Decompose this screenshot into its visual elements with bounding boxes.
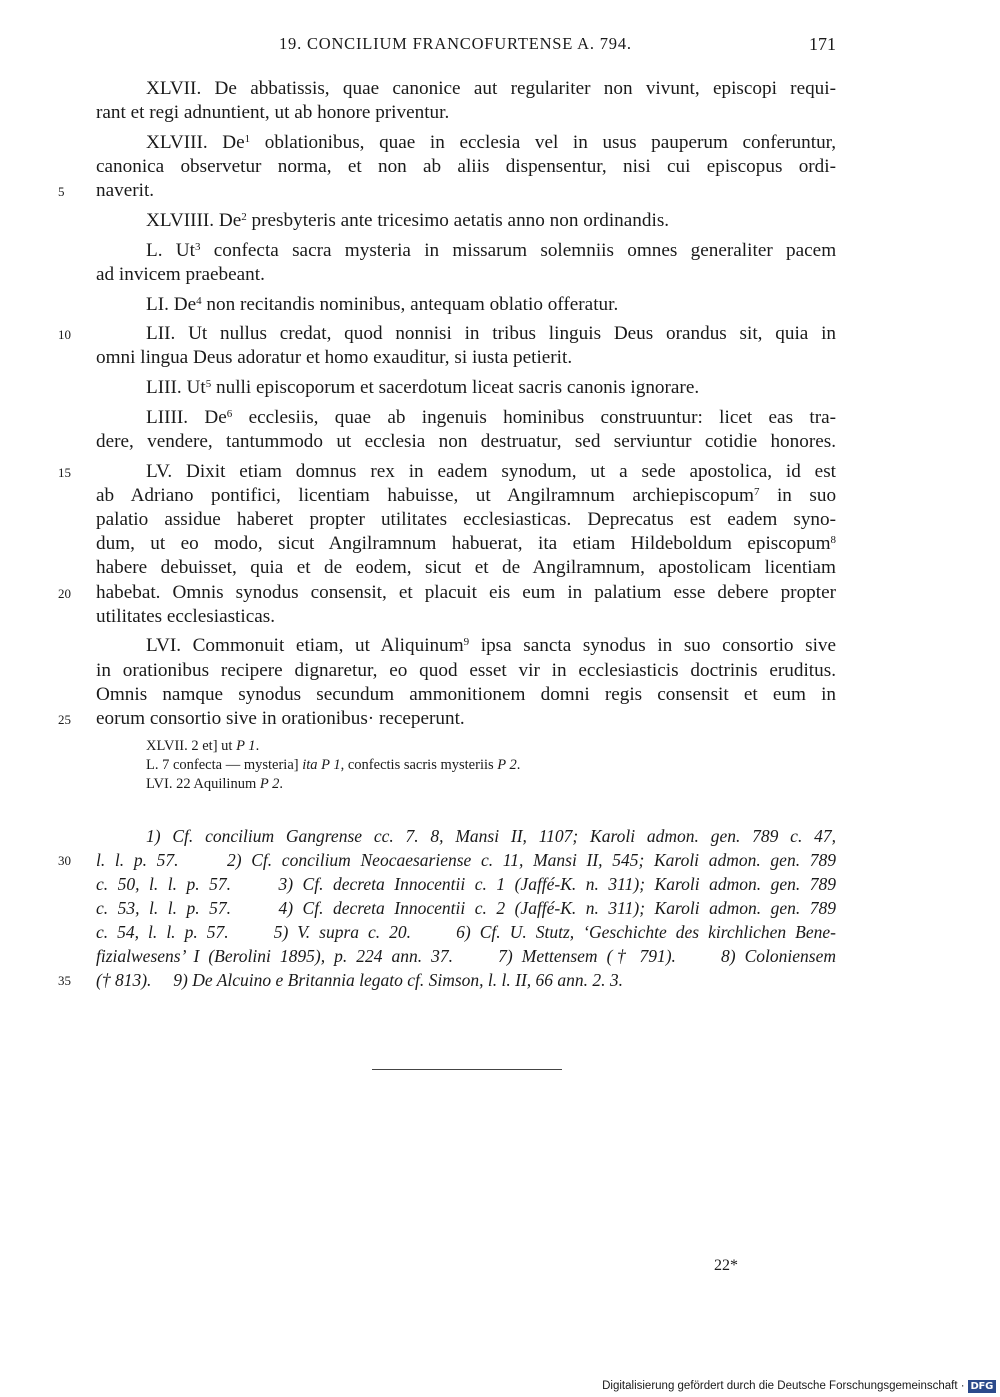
footnote-marker: 3	[195, 240, 201, 253]
footnote-line	[58, 968, 836, 992]
footnote-marker: 9	[463, 636, 470, 649]
line-text: in orationibus recipere dignaretur, eo quod esset vir in ecclesiasticis doctrinis eruditus.	[96, 659, 836, 681]
text-line	[96, 430, 836, 454]
footnote-text: c. 50, l. l. p. 57. 3) Cf. decreta Innocentii c. 1 (Jaffé-K. n. 311); Karoli admon. gen. 789	[96, 874, 836, 894]
text-line	[96, 263, 836, 287]
variant-text: L. 7 confecta — mysteria]	[146, 757, 303, 773]
text-line	[96, 484, 836, 508]
text-line	[96, 101, 836, 125]
line-number: 35	[58, 973, 71, 988]
page-number: 171	[809, 34, 836, 54]
footnotes	[58, 824, 836, 992]
line-text: LI. De$^4$ non recitandis nominibus, antequam oblatio offeratur.	[146, 293, 619, 315]
line-text: canonica observetur norma, et non ab aliis dispensentur, nisi cui episcopus ordi-	[96, 156, 836, 178]
text-line	[96, 376, 836, 400]
main-text	[58, 77, 837, 731]
footnote-line	[96, 872, 836, 896]
dfg-logo: DFG	[968, 1380, 996, 1393]
line-number: 20	[58, 585, 71, 601]
variant-line	[146, 737, 836, 756]
running-header	[96, 34, 836, 58]
footnote-text: 1) Cf. concilium Gangrense cc. 7. 8, Mansi II, 1107; Karoli admon. gen. 789 c. 47,	[146, 826, 836, 846]
line-text: ad invicem praebeant.	[96, 263, 265, 285]
signature-mark: 22*	[714, 1257, 738, 1274]
line-number: 30	[58, 853, 71, 868]
variant-line	[146, 775, 836, 794]
footnote-marker: 6	[226, 407, 233, 420]
text-line	[58, 322, 836, 346]
footnote-text: fizialwesens’ I (Berolini 1895), p. 224 ann. 37. 7) Mettensem († 791). 8) Coloniensem	[96, 946, 836, 966]
variant-readings	[146, 737, 836, 794]
text-line	[96, 346, 836, 370]
footnote-line	[58, 848, 836, 872]
line-text: LV. Dixit etiam domnus rex in eadem synodum, ut a sede apostolica, id est	[146, 460, 836, 482]
text-line	[96, 556, 836, 580]
line-text: XLVIIII. De$^2$ presbyteris ante tricesimo aetatis anno non ordinandis.	[146, 209, 670, 231]
line-text: omni lingua Deus adoratur et homo exauditur, si iusta petierit.	[96, 347, 573, 369]
text-line	[58, 460, 836, 484]
footnote-end-rule	[372, 1069, 562, 1070]
text-line	[96, 155, 836, 179]
text-line	[96, 209, 836, 233]
footnote-line	[96, 944, 836, 968]
text-line	[96, 508, 836, 532]
text-line	[96, 239, 836, 263]
line-text: dere, vendere, tantummodo ut ecclesia non destruatur, sed serviuntur cotidie honores.	[96, 430, 836, 452]
variant-text: .	[279, 776, 283, 792]
text-line	[96, 131, 836, 155]
variant-text: .	[255, 738, 260, 754]
manuscript-siglum: P 2	[259, 776, 280, 792]
line-text: LVI. Commonuit etiam, ut Aliquinum$^9$ ipsa sancta synodus in suo consortio sive	[146, 635, 837, 657]
digitization-credit	[602, 1378, 996, 1394]
line-text: dum, ut eo modo, sicut Angilramnum habuerat, ita etiam Hildeboldum episcopum$^8$	[96, 533, 837, 555]
footnote-marker: 1	[244, 132, 251, 145]
footnote-text: († 813). 9) De Alcuino e Britannia legato cf. Simson, l. l. II, 66 ann. 2. 3.	[96, 970, 624, 990]
text-line	[96, 532, 836, 556]
line-text: rant et regi adnuntient, ut ab honore priventur.	[96, 102, 450, 124]
running-title: 19. CONCILIUM FRANCOFURTENSE A. 794.	[279, 34, 632, 53]
footnote-marker: 5	[205, 378, 212, 391]
text-line	[96, 634, 836, 658]
footnote-marker: 4	[196, 294, 202, 307]
line-text: XLVIII. De$^1$ oblationibus, quae in ecclesia vel in usus pauperum conferuntur,	[146, 131, 837, 153]
footnote-marker: 2	[241, 210, 247, 223]
footnote-text: c. 53, l. l. p. 57. 4) Cf. decreta Innocentii c. 2 (Jaffé-K. n. 311); Karoli admon. gen. 789	[96, 898, 836, 918]
line-text: habebat. Omnis synodus consensit, et placuit eis eum in palatium esse debere propter	[96, 581, 836, 603]
text-line	[96, 605, 836, 629]
variant-line	[146, 756, 836, 775]
footnote-marker: 7	[753, 485, 760, 498]
text-line	[96, 406, 836, 430]
line-text: eorum consortio sive in orationibus· receperunt.	[96, 708, 465, 729]
line-number: 15	[58, 464, 71, 480]
line-text: naverit.	[96, 180, 155, 202]
text-line	[96, 77, 836, 101]
footnote-text: l. l. p. 57. 2) Cf. concilium Neocaesariense c. 11, Mansi II, 545; Karoli admon. gen. 789	[96, 850, 836, 870]
manuscript-siglum: P 2	[497, 757, 517, 773]
line-text: LII. Ut nullus credat, quod nonnisi in tribus linguis Deus orandus sit, quia in	[146, 323, 836, 345]
text-line	[58, 581, 836, 605]
footnote-marker: 8	[830, 534, 837, 547]
line-text: LIII. Ut$^5$ nulli episcoporum et sacerdotum liceat sacris canonis ignorare.	[146, 377, 700, 399]
line-text: XLVII. De abbatissis, quae canonice aut regulariter non vivunt, episcopi requi-	[146, 78, 836, 99]
line-text: ab Adriano pontifici, licentiam habuisse, ut Angilramnum archiepiscopum$^7$ in suo	[96, 484, 837, 506]
line-text: utilitates ecclesiasticas.	[96, 605, 276, 627]
credit-text: Digitalisierung gefördert durch die Deutsche Forschungsgemeinschaft ·	[602, 1380, 965, 1392]
line-number: 5	[58, 184, 65, 200]
line-text: LIIII. De$^6$ ecclesiis, quae ab ingenuis hominibus construuntur: licet eas tra-	[146, 406, 836, 428]
variant-text: , confectis sacris mysteriis	[340, 757, 498, 773]
text-line	[58, 179, 836, 203]
line-text: palatio assidue haberet propter utilitates ecclesiasticas. Deprecatus est eadem syno-	[96, 509, 836, 530]
text-line	[96, 293, 836, 317]
text-line	[96, 683, 836, 707]
line-text: L. Ut$^3$ confecta sacra mysteria in missarum solemniis omnes generaliter pacem	[146, 239, 837, 261]
line-number: 25	[58, 712, 71, 727]
variant-text: XLVII. 2 et] ut	[146, 738, 237, 754]
text-line	[58, 707, 836, 731]
footnote-line	[96, 920, 836, 944]
variant-text: .	[516, 757, 521, 773]
line-text: habere debuisset, quia et de eodem, sicut et de Angilramnum, apostolicam licentiam	[96, 557, 836, 579]
footnote-line	[96, 824, 836, 848]
line-text: Omnis namque synodus secundum ammonitionem domni regis consensit et eum in	[96, 683, 836, 705]
footnote-text: c. 54, l. l. p. 57. 5) V. supra c. 20. 6) Cf. U. Stutz, ‘Geschichte des kirchlichen Bene-	[96, 922, 836, 942]
footnote-line	[96, 896, 836, 920]
manuscript-siglum: P 1	[236, 738, 256, 754]
variant-text: LVI. 22 Aquilinum	[146, 776, 260, 792]
line-number: 10	[58, 327, 71, 343]
manuscript-siglum: ita P 1	[302, 757, 341, 773]
text-line	[96, 659, 836, 683]
